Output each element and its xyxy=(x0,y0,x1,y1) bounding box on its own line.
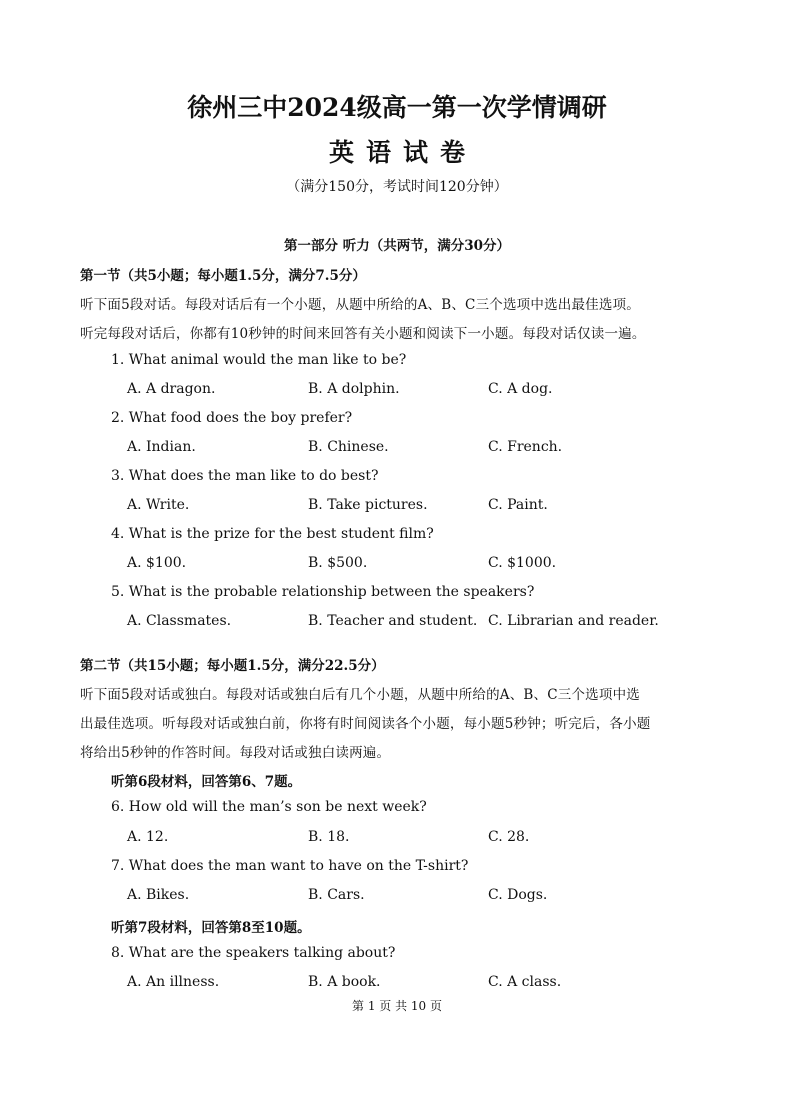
question-4-option-c: C. $1000. xyxy=(488,555,557,571)
question-7-option-a: A. Bikes. xyxy=(127,887,190,903)
subject-title: 英语试卷 xyxy=(328,138,477,167)
question-3-option-c: C. Paint. xyxy=(488,497,548,513)
material-6-heading: 听第6段材料，回答第6、7题。 xyxy=(111,774,302,790)
question-3-option-b: B. Take pictures. xyxy=(308,497,428,513)
section2-instruction-line: 出最佳选项。听每段对话或独白前，你将有时间阅读各个小题，每小题5秒钟；听完后，各小题 xyxy=(80,716,651,732)
question-8-option-c: C. A class. xyxy=(488,974,562,990)
material-7-heading: 听第7段材料，回答第8至10题。 xyxy=(111,920,311,936)
question-7-option-b: B. Cars. xyxy=(308,887,365,903)
part1-title: 第一部分 听力（共两节，满分30分） xyxy=(284,238,510,254)
question-4-option-b: B. $500. xyxy=(308,555,368,571)
exam-title: 徐州三中2024级高一第一次学情调研 xyxy=(187,93,607,122)
question-6: 6. How old will the man’s son be next week? xyxy=(111,799,427,815)
question-1-option-b: B. A dolphin. xyxy=(308,381,400,397)
question-5: 5. What is the probable relationship between the speakers? xyxy=(111,584,535,600)
section2-title: 第二节（共15小题；每小题1.5分，满分22.5分） xyxy=(80,658,385,674)
question-5-option-c: C. Librarian and reader. xyxy=(488,613,659,629)
question-1-option-c: C. A dog. xyxy=(488,381,553,397)
section2-instruction-line: 听下面5段对话或独白。每段对话或独白后有几个小题，从题中所给的A、B、C三个选项中选 xyxy=(80,687,640,703)
question-8-option-a: A. An illness. xyxy=(127,974,220,990)
question-5-option-a: A. Classmates. xyxy=(127,613,232,629)
section1-instruction-line: 听下面5段对话。每段对话后有一个小题，从题中所给的A、B、C三个选项中选出最佳选项。 xyxy=(80,297,640,313)
exam-info: （满分150分，考试时间120分钟） xyxy=(286,179,508,195)
question-6-option-c: C. 28. xyxy=(488,829,530,845)
question-2-option-b: B. Chinese. xyxy=(308,439,389,455)
question-4-option-a: A. $100. xyxy=(127,555,187,571)
question-7: 7. What does the man want to have on the T-shirt? xyxy=(111,858,469,874)
question-2-option-c: C. French. xyxy=(488,439,563,455)
section1-title: 第一节（共5小题；每小题1.5分，满分7.5分） xyxy=(80,268,366,284)
question-5-option-b: B. Teacher and student. xyxy=(308,613,478,629)
question-6-option-a: A. 12. xyxy=(127,829,169,845)
question-1-option-a: A. A dragon. xyxy=(127,381,216,397)
section2-instruction-line: 将给出5秒钟的作答时间。每段对话或独白读两遍。 xyxy=(80,745,391,761)
question-4: 4. What is the prize for the best student film? xyxy=(111,526,434,542)
question-8: 8. What are the speakers talking about? xyxy=(111,945,396,961)
question-6-option-b: B. 18. xyxy=(308,829,350,845)
question-3: 3. What does the man like to do best? xyxy=(111,468,379,484)
section1-instruction-line: 听完每段对话后，你都有10秒钟的时间来回答有关小题和阅读下一小题。每段对话仅读一遍。 xyxy=(80,326,646,342)
question-8-option-b: B. A book. xyxy=(308,974,381,990)
question-2: 2. What food does the boy prefer? xyxy=(111,410,353,426)
question-7-option-c: C. Dogs. xyxy=(488,887,548,903)
question-3-option-a: A. Write. xyxy=(127,497,190,513)
page-number: 第 1 页 共 10 页 xyxy=(352,999,442,1013)
question-1: 1. What animal would the man like to be? xyxy=(111,352,407,368)
question-2-option-a: A. Indian. xyxy=(127,439,196,455)
